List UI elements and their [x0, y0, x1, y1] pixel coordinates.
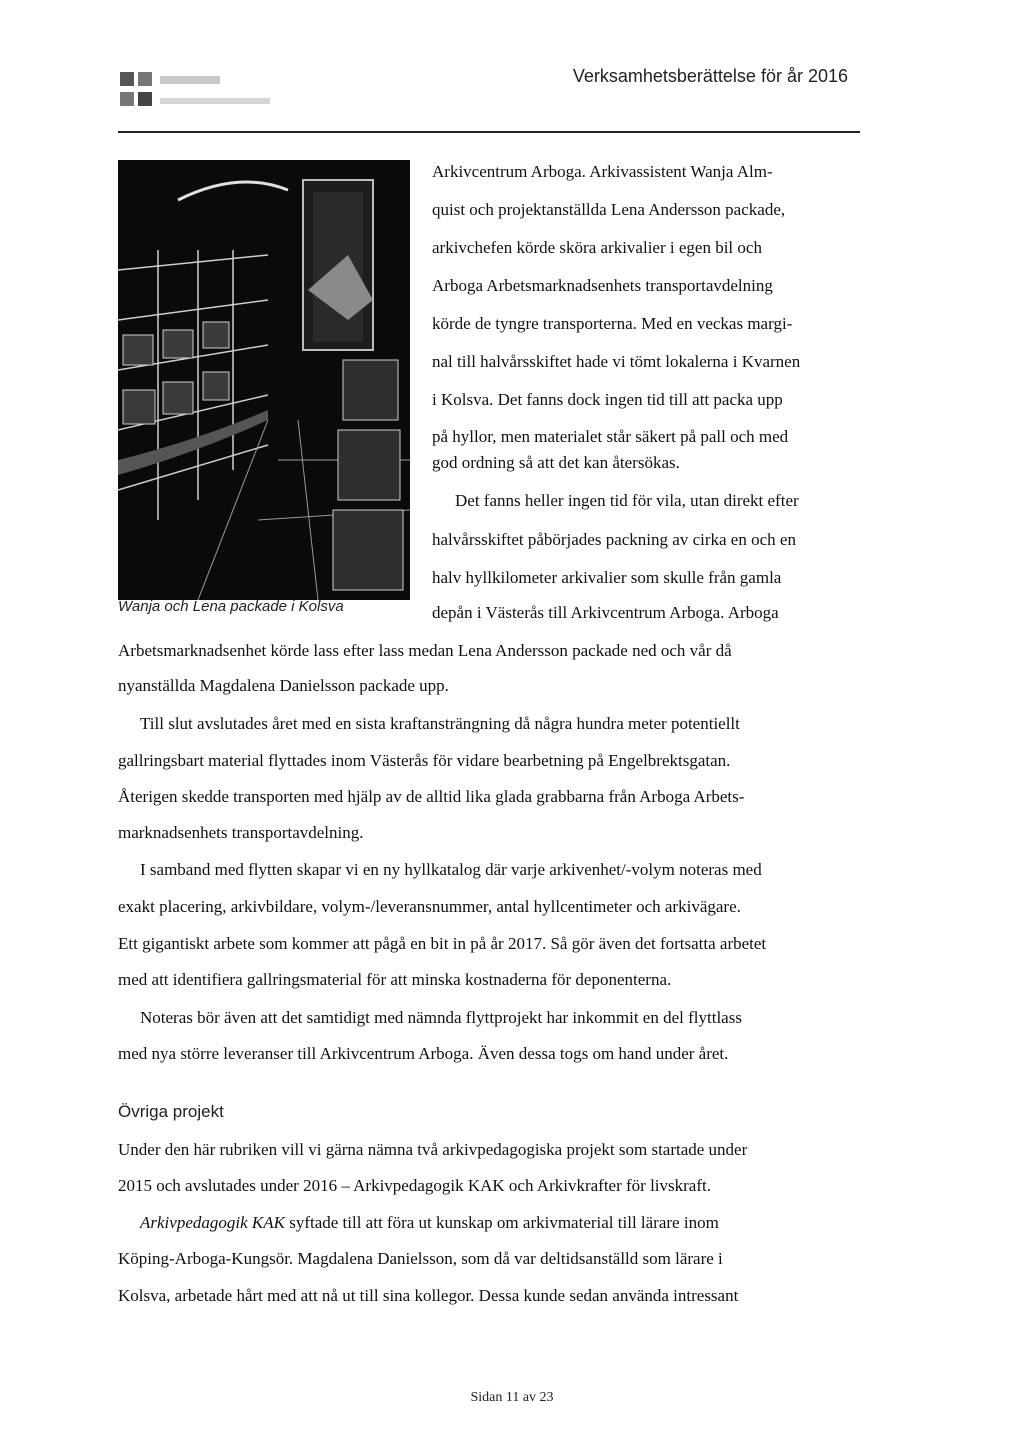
- text-line: Det fanns heller ingen tid för vila, utan direkt efter: [455, 491, 799, 510]
- text-line: I samband med flytten skapar vi en ny hyllkatalog där varje arkivenhet/-volym noteras med: [140, 860, 762, 879]
- header-divider: [118, 131, 860, 133]
- organization-logo-icon: [118, 68, 288, 118]
- text-line: halvårsskiftet påbörjades packning av cirka en och en: [432, 530, 796, 549]
- text-line: Ett gigantiskt arbete som kommer att pågå en bit in på år 2017. Så gör även det fortsatta arbetet: [118, 934, 767, 953]
- text-line: Kolsva, arbetade hårt med att nå ut till sina kollegor. Dessa kunde sedan använda intressant: [118, 1286, 739, 1305]
- text-line: [140, 1213, 719, 1233]
- text-line: depån i Västerås till Arkivcentrum Arboga. Arboga: [432, 603, 779, 622]
- text-line: god ordning så att det kan återsökas.: [432, 453, 680, 472]
- text-line: med nya större leveranser till Arkivcentrum Arboga. Även dessa togs om hand under året.: [118, 1044, 729, 1063]
- text-line: arkivchefen körde sköra arkivalier i egen bil och: [432, 238, 762, 257]
- text-line: Arboga Arbetsmarknadsenhets transportavdelning: [432, 276, 773, 295]
- text-line: med att identifiera gallringsmaterial för att minska kostnaderna för deponenterna.: [118, 970, 672, 989]
- text-line: Återigen skedde transporten med hjälp av de alltid lika glada grabbarna från Arboga Arbets-: [118, 787, 745, 806]
- photo-caption: Wanja och Lena packade i Kolsva: [118, 598, 344, 615]
- text-fragment: syftade till att föra ut kunskap om arkivmaterial till lärare inom: [284, 1213, 719, 1232]
- text-line: marknadsenhets transportavdelning.: [118, 823, 364, 842]
- text-line: quist och projektanställda Lena Andersson packade,: [432, 200, 786, 219]
- text-line: körde de tyngre transporterna. Med en veckas margi-: [432, 314, 793, 333]
- text-line: i Kolsva. Det fanns dock ingen tid till att packa upp: [432, 390, 783, 409]
- text-line: Noteras bör även att det samtidigt med nämnda flyttprojekt har inkommit en del flyttlass: [140, 1008, 742, 1027]
- text-line: nal till halvårsskiftet hade vi tömt lokalerna i Kvarnen: [432, 352, 801, 371]
- text-line: nyanställda Magdalena Danielsson packade upp.: [118, 676, 449, 695]
- page-number: Sidan 11 av 23: [470, 1390, 554, 1405]
- project-name: Arkivpedagogik KAK: [140, 1213, 285, 1232]
- archive-storage-illustration: [118, 160, 410, 600]
- archive-storage-photo: [118, 160, 410, 600]
- text-line: gallringsbart material flyttades inom Västerås för vidare bearbetning på Engelbrektsgatan.: [118, 751, 731, 770]
- section-heading: Övriga projekt: [118, 1102, 224, 1121]
- text-line: på hyllor, men materialet står säkert på pall och med: [432, 427, 789, 446]
- text-line: exakt placering, arkivbildare, volym-/leveransnummer, antal hyllcentimeter och arkivägare.: [118, 897, 741, 916]
- text-line: Under den här rubriken vill vi gärna nämna två arkivpedagogiska projekt som startade under: [118, 1140, 748, 1159]
- text-line: halv hyllkilometer arkivalier som skulle från gamla: [432, 568, 782, 587]
- header-title: Verksamhetsberättelse för år 2016: [572, 66, 848, 86]
- text-line: Arbetsmarknadsenhet körde lass efter lass medan Lena Andersson packade ned och vår då: [118, 641, 732, 660]
- text-line: Arkivcentrum Arboga. Arkivassistent Wanja Alm-: [432, 162, 773, 181]
- text-line: 2015 och avslutades under 2016 – Arkivpedagogik KAK och Arkivkrafter för livskraft.: [118, 1176, 711, 1195]
- text-line: Till slut avslutades året med en sista kraftansträngning då några hundra meter potentiellt: [140, 714, 740, 733]
- text-line: Köping-Arboga-Kungsör. Magdalena Danielsson, som då var deltidsanställd som lärare i: [118, 1249, 723, 1268]
